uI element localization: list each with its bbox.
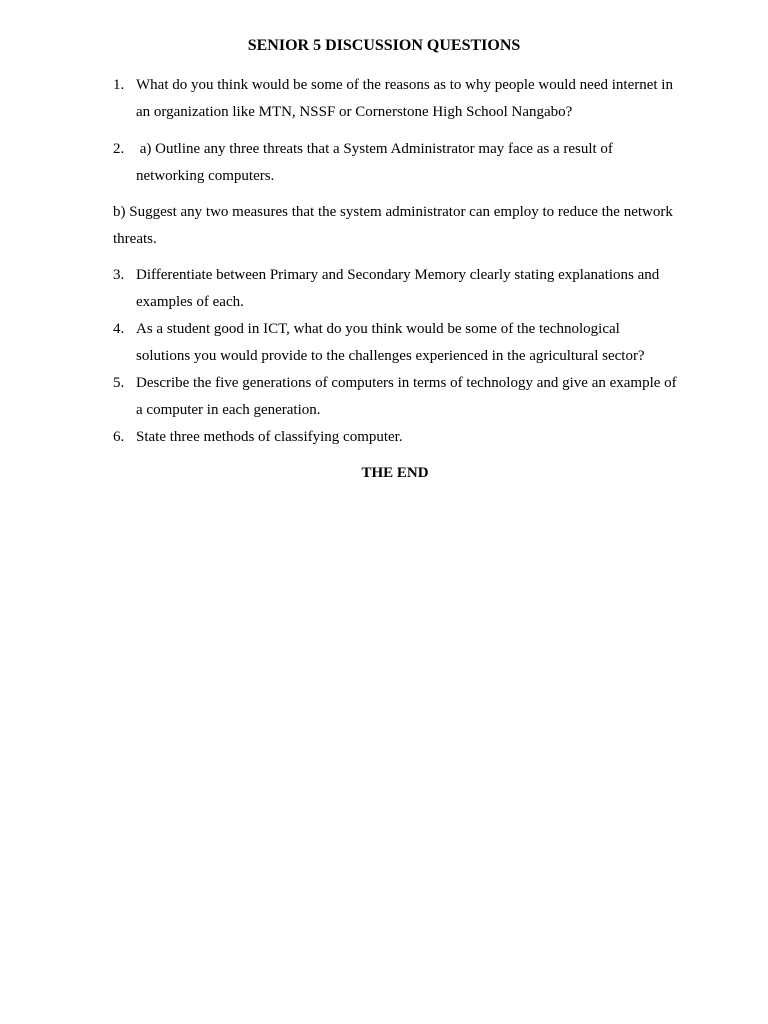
sub-question-text: b) Suggest any two measures that the system administrator can employ to reduce the network threats. (113, 204, 673, 247)
question-list-1 (113, 72, 683, 190)
end-marker-text: THE END (361, 465, 429, 481)
document-title-text: SENIOR 5 DISCUSSION QUESTIONS (247, 37, 521, 54)
end-marker (0, 463, 768, 483)
document-title (0, 36, 768, 56)
question-list-2 (113, 262, 683, 451)
question-item-4 (113, 316, 683, 370)
question-number: 6. (113, 429, 125, 445)
question-number: 1. (113, 77, 125, 93)
question-number: 4. (113, 321, 125, 337)
question-item-2 (113, 136, 683, 190)
question-item-1 (113, 72, 683, 126)
question-item-3 (113, 262, 683, 316)
question-number: 3. (113, 267, 125, 283)
question-text: a) Outline any three threats that a System Administrator may face as a result of networking computers. (136, 141, 617, 184)
question-text: Describe the five generations of computers in terms of technology and give an example of a computer in each generation. (136, 375, 677, 418)
question-number: 2. (113, 141, 125, 157)
question-item-5 (113, 370, 683, 424)
question-text: State three methods of classifying computer. (136, 429, 403, 445)
question-text: What do you think would be some of the reasons as to why people would need internet in an organization like MTN, NSSF or Cornerstone High School Nangabo? (136, 77, 673, 120)
question-text: Differentiate between Primary and Secondary Memory clearly stating explanations and examples of each. (136, 267, 660, 310)
sub-question-b (113, 199, 683, 253)
question-text: As a student good in ICT, what do you think would be some of the technological solutions you would provide to the challenges experienced in the agricultural sector? (136, 321, 645, 364)
question-item-6 (113, 424, 683, 451)
question-number: 5. (113, 375, 125, 391)
